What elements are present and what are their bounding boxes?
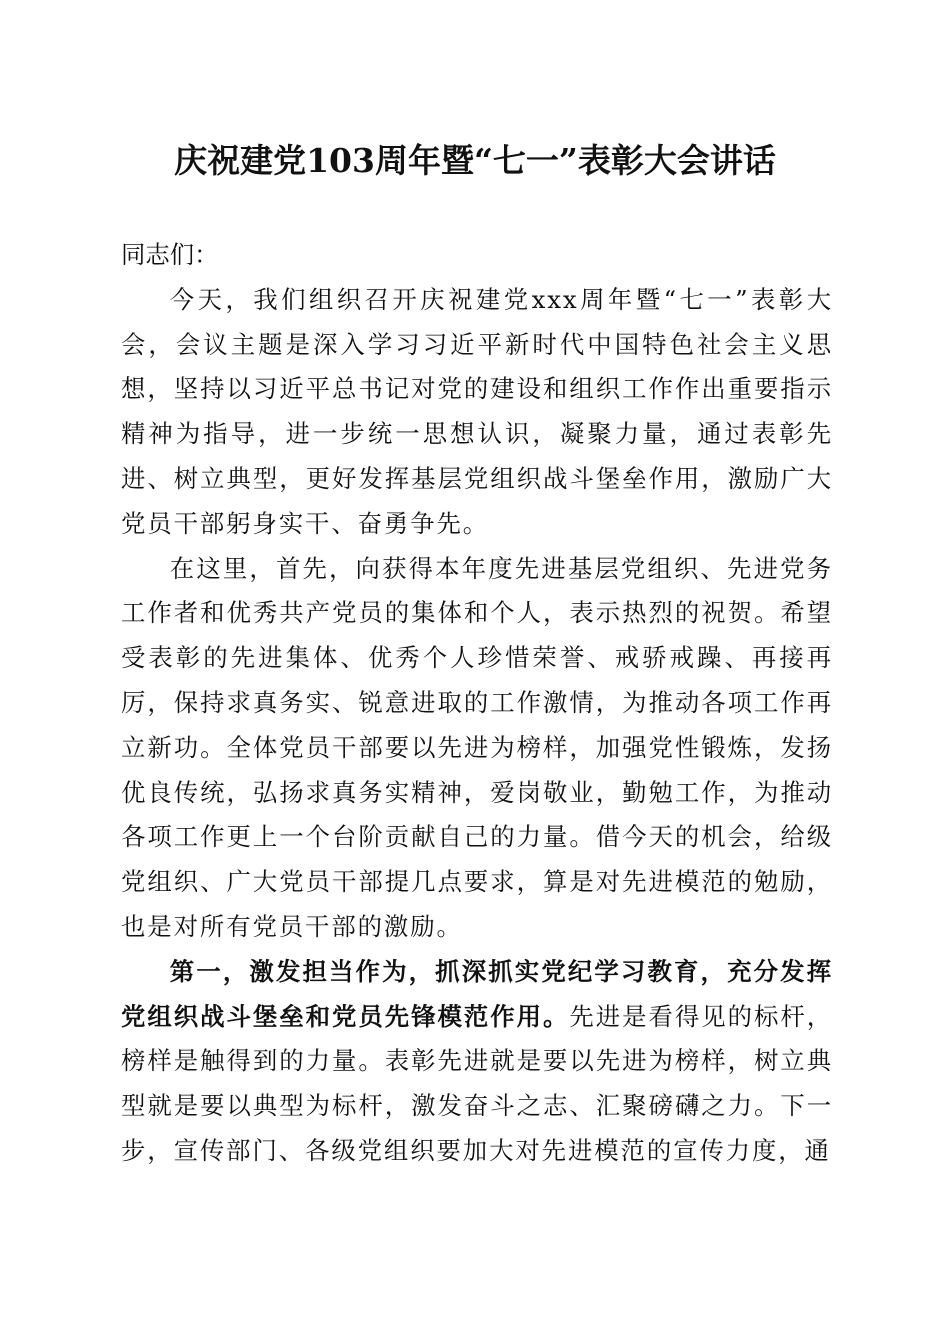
document-body: [121, 233, 833, 1174]
paragraph-first-requirement: [121, 950, 833, 1174]
paragraph-text: 今天，我们组织召开庆祝建党xxx周年暨“七一”表彰大会，会议主题是深入学习习近平新时代中国特色社会主义思想，坚持以习近平总书记对党的建设和组织工作作出重要指示精神为指导，进一步统一思想认识，凝聚力量，通过表彰先进、树立典型，更好发挥基层党组织战斗堡垒作用，激励广大党员干部躬身实干、奋勇争先。: [121, 284, 833, 538]
document-title: 庆祝建党103周年暨“七一”表彰大会讲话: [174, 141, 776, 180]
salutation: 同志们：: [121, 240, 219, 269]
paragraph-text: 在这里，首先，向获得本年度先进基层党组织、先进党务工作者和优秀共产党员的集体和个人，表示热烈的祝贺。希望受表彰的先进集体、优秀个人珍惜荣誉、戒骄戒躁、再接再厉，保持求真务实、锐意进取的工作激情，为推动各项工作再立新功。全体党员干部要以先进为榜样，加强党性锻炼，发扬优良传统，弘扬求真务实精神，爱岗敬业，勤勉工作，为推动各项工作更上一个台阶贡献自己的力量。借今天的机会，给级党组织、广大党员干部提几点要求，算是对先进模范的勉励，也是对所有党员干部的激励。: [121, 553, 833, 941]
paragraph-text: 先进是看得见的标杆，榜样是触得到的力量。表彰先进就是要以先进为榜样，树立典型就是要以典型为标杆，激发奋斗之志、汇聚磅礴之力。下一步，宣传部门、各级党组织要加大对先进模范的宣传力度，通: [121, 1001, 833, 1165]
paragraph-opening: [121, 278, 833, 547]
paragraph-lead-heading: 第一，激发担当作为，抓深抓实党纪学习教育，充分发挥党组织战斗堡垒和党员先锋模范作用。: [121, 956, 833, 1031]
paragraph-congratulations: [121, 547, 833, 950]
